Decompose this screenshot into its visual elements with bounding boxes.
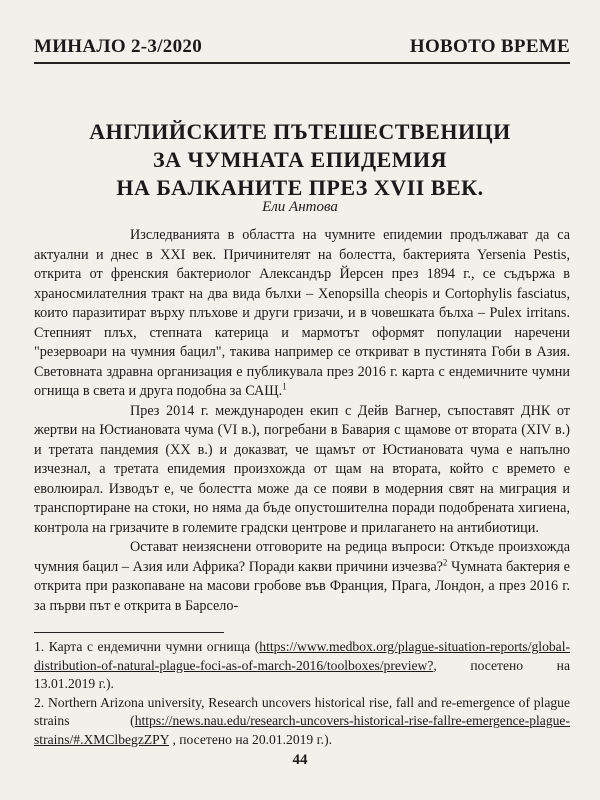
footnotes [34,638,570,749]
article-author: Ели Антова [262,199,338,215]
section-name: НОВОТО ВРЕМЕ [409,36,570,57]
header-rule [34,62,570,64]
paragraph-text: Остават неизяснени отговорите на редица въпроси: Откъде произхожда чумния бацил – Азия или Африка? Поради какви причини изчезва? [34,539,570,575]
title-line: ЗА ЧУМНАТА ЕПИДЕМИЯ [152,147,448,172]
article-title [40,118,560,202]
footnote-link[interactable]: https://www.medbox.org/plague-situation-reports/global- distribution-of-natural-plague-foci-as-of-march-2016/toolboxes/preview? [34,639,570,673]
paragraph [34,538,570,616]
journal-issue: МИНАЛО 2-3/2020 [34,36,203,57]
paragraph-text: Изследванията в областта на чумните епидемии продължават да са актуални и днес в XXI век. Причинителят на болестта, бактерията Yersenia Pestis, открита от френския бактериолог Александър Йерсен през 1894 г., се съдържа в храносмилателния тракт на два вида бълхи – Xenopsilla cheopis и Cortophylis fasciatus, които паразитират върху плъхове и други гризачи, и в човешката бълха – Pulex irritans. Степният плъх, степната катерица и мармотът оформят популации наречени "резервоари на чумния бацил", такива например се откриват в пустинята Гоби в Азия. Световната здравна организация е публикувала през 2016 г. карта с ендемичните чумни огнища в света и друга подобна за САЩ. [34,227,570,399]
paragraph [34,402,570,539]
footnote-text: 1. Карта с ендемични чумни огнища ( [34,639,260,654]
footnote [34,694,570,750]
footnote-text: , посетено на 13.01.2019 г.). [34,657,570,691]
footnote-link[interactable]: https://news.nau.edu/research-uncovers-historical-rise-fallre-emergence-plague-strains/#.XMClbegzZPY [34,713,570,747]
title-line: НА БАЛКАНИТЕ ПРЕЗ XVII ВЕК. [116,175,484,200]
article-body [34,226,570,616]
footnote [34,638,570,694]
running-head [34,36,570,58]
footnote-text: 2. Northern Arizona university, Research uncovers historical rise, fall and re-emergence of plague strains ( [34,694,570,728]
paragraph-text: Чумната бактерия е открита при разкопаване на масови гробове във Франция, Прага, Лондон, а през 2016 г. за първи път е открита в Барсело- [34,558,570,614]
footnote-text: , посетено на 20.01.2019 г.). [169,731,332,747]
footnote-rule [34,632,224,633]
paragraph-text: През 2014 г. международен екип с Дейв Вагнер, съпоставят ДНК от жертви на Юстиановата чума (VI в.), погребани в Бавария с щамове от втората (XIV в.) и третата пандемия (XX в.) и доказват, че щамът от Юстиановата чума е напълно изчезнал, а третата епидемия произхожда от щам на втората, който с времето е еволюирал. Изводът е, че болестта може да се появи в модерния свят на миграция и транспортиране на стоки, но няма да бъде опустошителна поради подобрената хигиена, контрола на гризачите в големите градски центрове и прилагането на антибиотици. [34,402,570,536]
footnote-marker: 2 [442,556,448,567]
page-number: 44 [292,752,308,768]
footnote-marker: 1 [282,381,287,392]
title-line: АНГЛИЙСКИТЕ ПЪТЕШЕСТВЕНИЦИ [89,119,511,144]
paragraph [34,226,570,402]
